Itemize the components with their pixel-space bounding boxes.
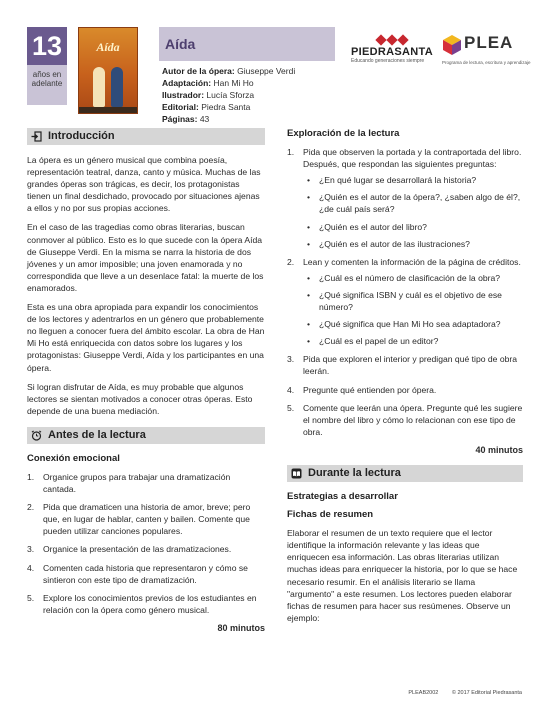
cover-figure-right (111, 67, 123, 107)
exploracion-list (287, 146, 523, 438)
publisher-tagline: Educando generaciones siempre (351, 58, 425, 64)
antes-title: Antes de la lectura (48, 429, 146, 442)
page-title: Aída (165, 36, 196, 52)
program-tagline: Programa de lectura, escritura y aprendizaje (442, 60, 531, 65)
list-item: 3. Pida que exploren el interior y predigan qué tipo de obra leerán. (287, 354, 518, 377)
book-number: 13 (27, 27, 67, 65)
right-column (287, 128, 523, 631)
cover-title: Aída (96, 40, 120, 54)
intro-paragraph: Esta es una obra apropiada para expandir los conocimientos de los lectores y adentrarlos en un género que probablemente no lleguen a conocer fuera del ámbito escolar. La obra de Han Mi Ho está enriquecida con datos sobre los lugares y los protagonistas: Giuseppe Verdi, Aída y los participantes en una ópera. (27, 302, 265, 373)
list-item: 3. Organice la presentación de las dramatizaciones. (27, 544, 232, 555)
program-name: PLEA (464, 33, 514, 52)
enter-arrow-icon (31, 131, 42, 142)
intro-paragraph: En el caso de las tragedias como obras literarias, buscan conmover al público. Esto es lo que sucede con la ópera Aída de Giuseppe Verdi. En la misma se narra la historia de dos jóvenes y un amor imposible; una joven enamorada y no correspondida que lleve a un desenlace fatal: la muerte de los enamorados. (27, 222, 264, 293)
page-footer (396, 690, 522, 696)
age-badge (27, 27, 67, 105)
antes-subtitle: Conexión emocional (27, 452, 120, 464)
footer-copyright: © 2017 Editorial Piedrasanta (451, 690, 522, 696)
question-item: • ¿En qué lugar se desarrollará la historia? (303, 174, 523, 186)
intro-header (27, 128, 265, 145)
intro-paragraph: Si logran disfrutar de Aída, es muy probable que algunos lectores se sientan motivados a conocer otras óperas. Esto depende de una buena mediación. (27, 381, 253, 416)
antes-minutes: 80 minutos (217, 622, 265, 633)
tiles-icon (351, 33, 431, 46)
question-item: • ¿Quién es el autor del libro? (303, 221, 523, 233)
antes-list (27, 471, 265, 616)
list-item: 2. Lean y comenten la información de la página de créditos. • ¿Cuál es el número de clasificación de la obra? • ¿Qué significa ISBN y cuál es el objetivo de ese número? • ¿Qué significa que Han Mi Ho sea adaptadora? • ¿Cuál es el papel de un editor? (287, 256, 523, 348)
meta-illustrator: Ilustrador: Lucía Sforza (162, 90, 255, 100)
cover-band (79, 107, 137, 113)
meta-adaptation: Adaptación: Han Mi Ho (162, 78, 254, 88)
question-list (303, 174, 523, 249)
meta-author: Autor de la ópera: Giuseppe Verdi (162, 66, 296, 76)
alarm-clock-icon (31, 430, 42, 441)
list-item: 4. Comenten cada historia que representaron y cómo se sintieron con este tipo de dramatización. (27, 562, 248, 585)
list-item: 5. Explore los conocimientos previos de los estudiantes en relación con la ópera como género musical. (27, 592, 257, 615)
durante-paragraph: Elaborar el resumen de un texto requiere que el lector identifique la información relevante y las ideas que enriquecen esa información. Las obras literarias utilizan muchas ideas para enriquecer la historia, por lo que se hace necesario resumir. En el análisis literario se llama "argumento" a este resumen. Los lectores pueden elaborar fichas de resumen para hacer sus resúmenes. Observe un ejemplo: (287, 528, 518, 623)
question-item: • ¿Cuál es el número de clasificación de la obra? (303, 272, 523, 284)
book-metadata (162, 65, 295, 125)
piedrasanta-logo (351, 33, 431, 64)
publisher-name: PIEDRASANTA (351, 46, 433, 58)
list-item: 4. Pregunte qué entienden por ópera. (287, 384, 437, 395)
question-item: • ¿Quién es el autor de la ópera?, ¿saben algo de él?, ¿de cuál país será? (303, 191, 523, 215)
title-bar (159, 27, 335, 61)
question-list (303, 272, 523, 347)
question-item: • ¿Qué significa ISBN y cuál es el objetivo de ese número? (303, 289, 523, 313)
cover-figure-left (93, 67, 105, 107)
durante-title: Durante la lectura (308, 467, 401, 480)
question-item: • ¿Cuál es el papel de un editor? (303, 335, 523, 347)
cube-icon (442, 34, 462, 56)
footer-code: PLEAB2002 (408, 690, 439, 696)
durante-subtitle-2: Fichas de resumen (287, 509, 374, 521)
question-item: • ¿Qué significa que Han Mi Ho sea adaptadora? (303, 318, 523, 330)
left-column (27, 128, 265, 643)
age-label: años en adelante (31, 70, 63, 88)
intro-paragraph: La ópera es un género musical que combina poesía, representación teatral, danza, canto y música. Muchas de las grandes óperas son trágicas, es decir, los protagonistas tienen un final desdichado, provocado por situaciones ajenas a ellos y no por sus propias acciones. (27, 155, 261, 214)
list-item: 1. Organice grupos para trabajar una dramatización cantada. (27, 471, 231, 495)
list-item: 2. Pida que dramaticen una historia de amor, breve; pero que, en lugar de hablar, canten y bailen. Comente que pueden utilizar canciones populares. (27, 502, 251, 537)
durante-subtitle: Estrategias a desarrollar (287, 490, 398, 502)
meta-pages: Páginas: 43 (162, 114, 210, 124)
meta-publisher: Editorial: Piedra Santa (162, 102, 251, 112)
exploracion-minutes: 40 minutos (475, 444, 523, 455)
book-cover-image (78, 27, 138, 114)
list-item: 5. Comente que leerán una ópera. Pregunte qué les sugiere el nombre del libro y cómo lo relacionan con ese tipo de obra. (287, 402, 523, 437)
list-item: 1. Pida que observen la portada y la contraportada del libro. Después, que respondan las siguientes preguntas: • ¿En qué lugar se desarrollará la historia? • ¿Quién es el autor de la ópera?, ¿saben algo de él?, ¿de cuál país será? • ¿Quién es el autor del libro? • ¿Quién es el autor de las ilustraciones? (287, 146, 523, 250)
intro-title: Introducción (48, 130, 115, 143)
exploracion-title: Exploración de la lectura (287, 128, 400, 139)
open-book-icon (291, 468, 302, 479)
durante-header (287, 465, 523, 482)
question-item: • ¿Quién es el autor de las ilustraciones? (303, 238, 523, 250)
antes-header (27, 427, 265, 444)
